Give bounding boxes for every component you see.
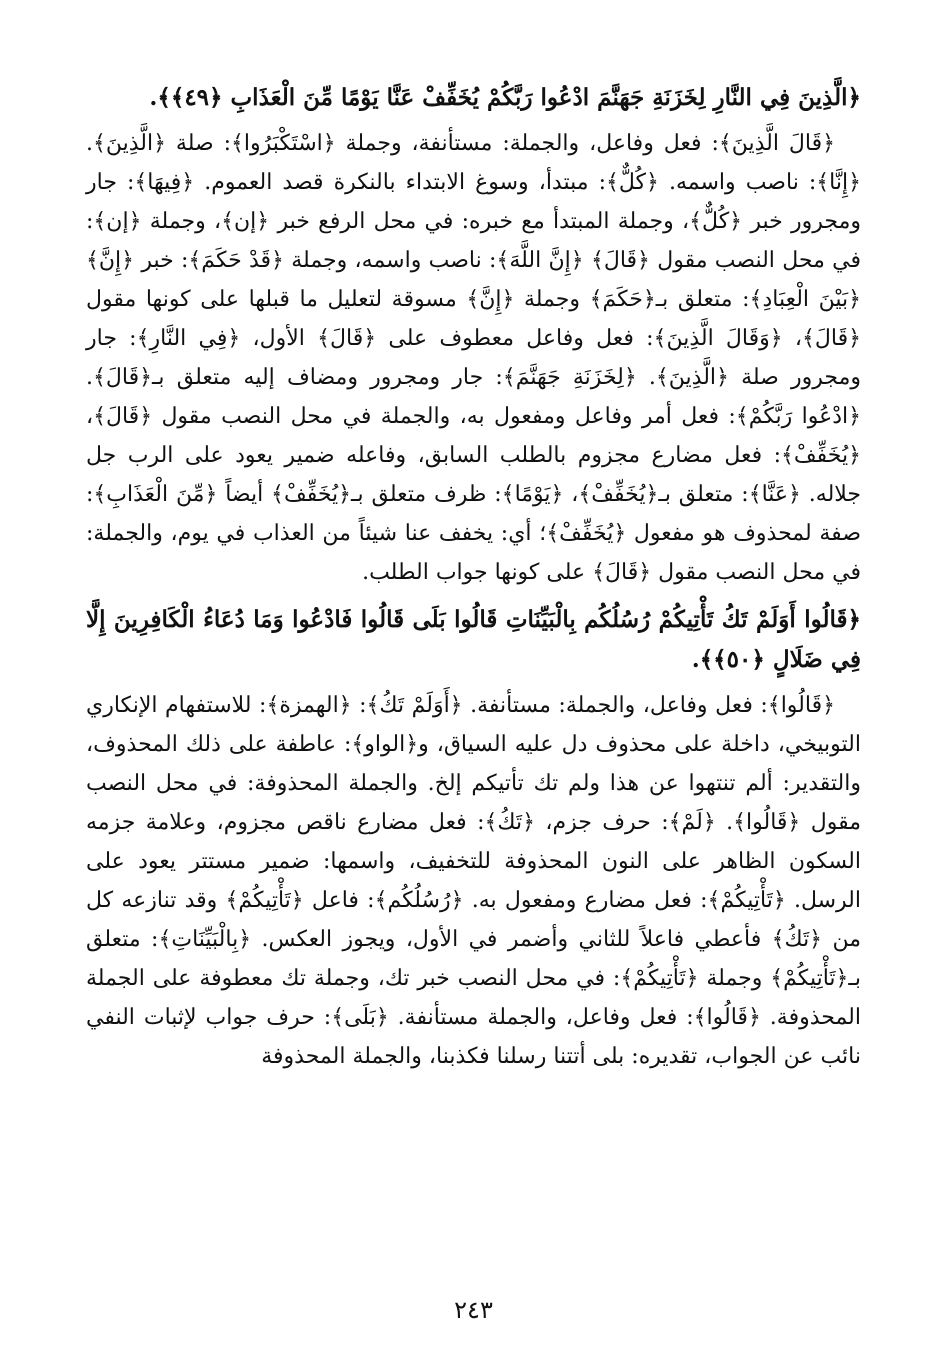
grammar-paragraph-2: ﴿قَالُوا﴾: فعل وفاعل، والجملة: مستأنفة. ﴿أَوَلَمْ تَكُ﴾: ﴿الهمزة﴾: للاستفهام الإنكاري التوبيخي، داخلة على محذوف دل عليه السياق، و﴿الواو﴾: عاطفة على ذلك المحذوف، والتقدير: ألم تنتهوا عن هذا ولم تك تأتيكم إلخ. والجملة المحذوفة: في محل النصب مقول ﴿قَالُوا﴾. ﴿لَمْ﴾: حرف جزم، ﴿تَكُ﴾: فعل مضارع ناقص مجزوم، وعلامة جزمه السكون الظاهر على النون المحذوفة للتخفيف، واسمها: ضمير مستتر يعود على الرسل. ﴿تَأْتِيكُمْ﴾: فعل مضارع ومفعول به. ﴿رُسُلُكُم﴾: فاعل ﴿تَأْتِيكُمْ﴾ وقد تنازعه كل من ﴿تَكُ﴾ فأعطي فاعلاً للثاني وأضمر في الأول، ويجوز العكس. ﴿بِالْبَيِّنَاتِ﴾: متعلق بـ﴿تَأْتِيكُمْ﴾ وجملة ﴿تَأْتِيكُمْ﴾: في محل النصب خبر تك، وجملة تك معطوفة على الجملة المحذوفة. ﴿قَالُوا﴾: فعل وفاعل، والجملة مستأنفة. ﴿بَلَى﴾: حرف جواب لإثبات النفي نائب عن الجواب، تقديره: بلى أتتنا رسلنا فكذبنا، والجملة المحذوفة <box>86 693 861 1069</box>
page-number: ٢٤٣ <box>454 1296 493 1324</box>
grammar-paragraph-1: ﴿قَالَ الَّذِينَ﴾: فعل وفاعل، والجملة: مستأنفة، وجملة ﴿اسْتَكْبَرُوا﴾: صلة ﴿الَّذِينَ﴾. ﴿إِنَّا﴾: ناصب واسمه. ﴿كُلٌّ﴾: مبتدأ، وسوغ الابتداء بالنكرة قصد العموم. ﴿فِيهَا﴾: جار ومجرور خبر ﴿كُلٌّ﴾، وجملة المبتدأ مع خبره: في محل الرفع خبر ﴿إن﴾، وجملة ﴿إن﴾: في محل النصب مقول ﴿قَالَ﴾ ﴿إِنَّ اللَّهَ﴾: ناصب واسمه، وجملة ﴿قَدْ حَكَمَ﴾: خبر ﴿إِنَّ﴾ ﴿بَيْنَ الْعِبَادِ﴾: متعلق بـ﴿حَكَمَ﴾ وجملة ﴿إِنَّ﴾ مسوقة لتعليل ما قبلها على كونها مقول ﴿قَالَ﴾، ﴿وَقَالَ الَّذِينَ﴾: فعل وفاعل معطوف على ﴿قَالَ﴾ الأول، ﴿فِي النَّارِ﴾: جار ومجرور صلة ﴿الَّذِينَ﴾. ﴿لِخَزَنَةِ جَهَنَّمَ﴾: جار ومجرور ومضاف إليه متعلق بـ﴿قَالَ﴾. ﴿ادْعُوا رَبَّكُمْ﴾: فعل أمر وفاعل ومفعول به، والجملة في محل النصب مقول ﴿قَالَ﴾، ﴿يُخَفِّفْ﴾: فعل مضارع مجزوم بالطلب السابق، وفاعله ضمير يعود على الرب جل جلاله. ﴿عَنَّا﴾: متعلق بـ﴿يُخَفِّفْ﴾، ﴿يَوْمًا﴾: ظرف متعلق بـ﴿يُخَفِّفْ﴾ أيضاً ﴿مِّنَ الْعَذَابِ﴾: صفة لمحذوف هو مفعول ﴿يُخَفِّفْ﴾؛ أي: يخفف عنا شيئاً من العذاب في يوم، والجملة: في محل النصب مقول ﴿قَالَ﴾ على كونها جواب الطلب. <box>86 131 861 585</box>
quran-verse-50: ﴿قَالُوا أَوَلَمْ تَكُ تَأْتِيكُمْ رُسُلُكُم بِالْبَيِّنَاتِ قَالُوا بَلَى قَالُوا فَادْعُوا وَمَا دُعَاءُ الْكَافِرِينَ إِلَّا فِي ضَلَالٍ ﴿٥٠﴾﴾. <box>86 606 861 673</box>
quran-verse-49: ﴿الَّذِينَ فِي النَّارِ لِخَزَنَةِ جَهَنَّمَ ادْعُوا رَبَّكُمْ يُخَفِّفْ عَنَّا يَوْمًا مِّنَ الْعَذَابِ ﴿٤٩﴾﴾. <box>149 84 861 111</box>
